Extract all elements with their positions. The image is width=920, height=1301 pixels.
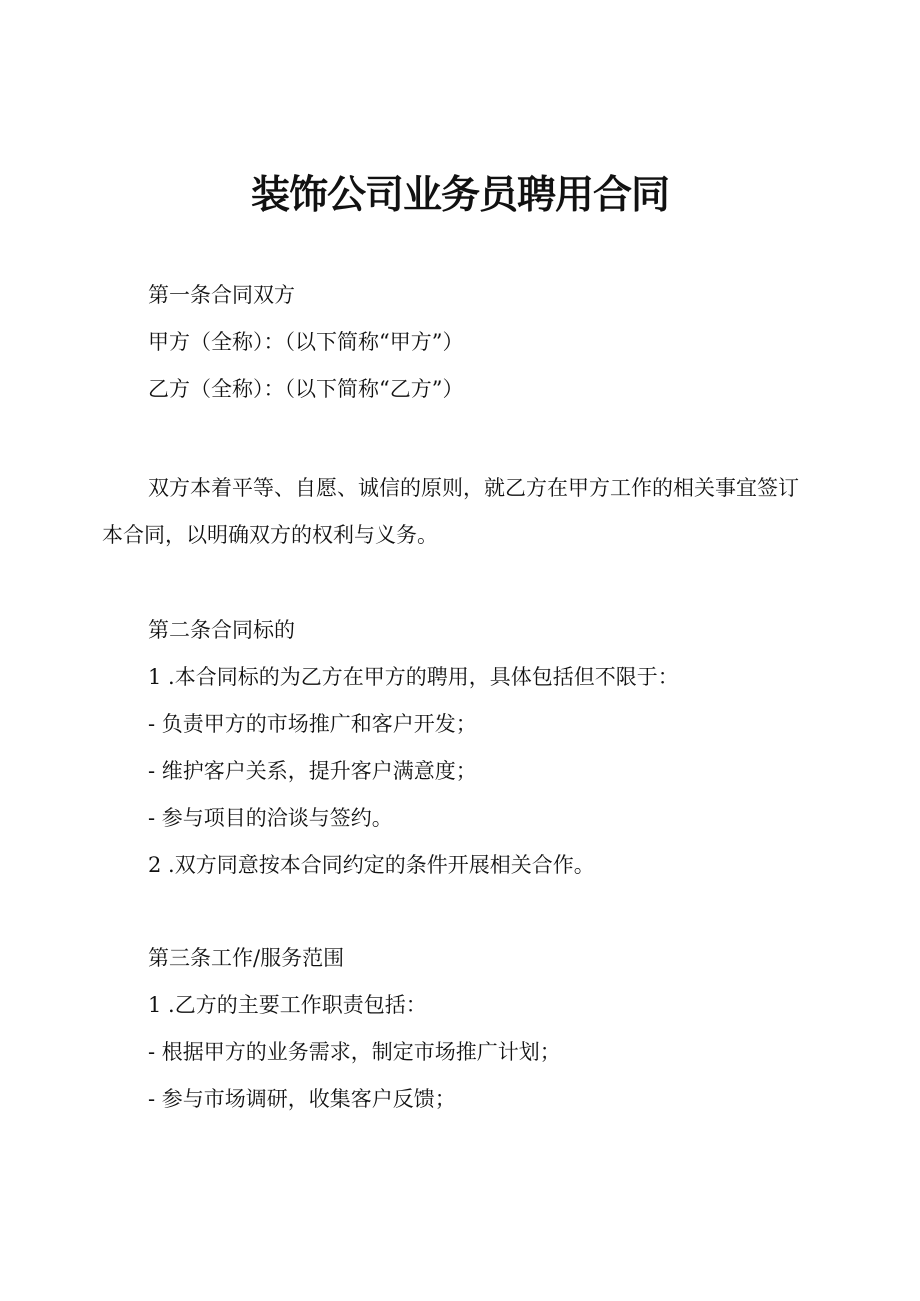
section-1-heading: 第一条合同双方 — [148, 283, 295, 307]
section-3-item-1: 1 .乙方的主要工作职责包括： — [148, 993, 427, 1017]
section-2-item-1: 1 .本合同标的为乙方在甲方的聘用，具体包括但不限于： — [148, 665, 679, 689]
section-2-bullet-1: - 负责甲方的市场推广和客户开发； — [148, 712, 477, 736]
party-a-line: 甲方（全称）：（以下简称“甲方”） — [148, 330, 464, 354]
party-b-line: 乙方（全称）：（以下简称“乙方”） — [148, 377, 464, 401]
section-2-item-2: 2 .双方同意按本合同约定的条件开展相关合作。 — [148, 853, 595, 877]
document-title: 装饰公司业务员聘用合同 — [250, 173, 669, 218]
section-2-bullet-3: - 参与项目的洽谈与签约。 — [148, 806, 393, 830]
section-3-bullet-2: - 参与市场调研，收集客户反馈； — [148, 1087, 456, 1111]
section-3-bullet-1: - 根据甲方的业务需求，制定市场推广计划； — [148, 1040, 561, 1064]
preamble-line-1: 双方本着平等、自愿、诚信的原则，就乙方在甲方工作的相关事宜签订 — [148, 476, 799, 500]
section-2-heading: 第二条合同标的 — [148, 618, 295, 642]
preamble-line-2: 本合同，以明确双方的权利与义务。 — [102, 523, 438, 547]
section-3-heading: 第三条工作/服务范围 — [148, 946, 345, 970]
section-2-bullet-2: - 维护客户关系，提升客户满意度； — [148, 759, 477, 783]
